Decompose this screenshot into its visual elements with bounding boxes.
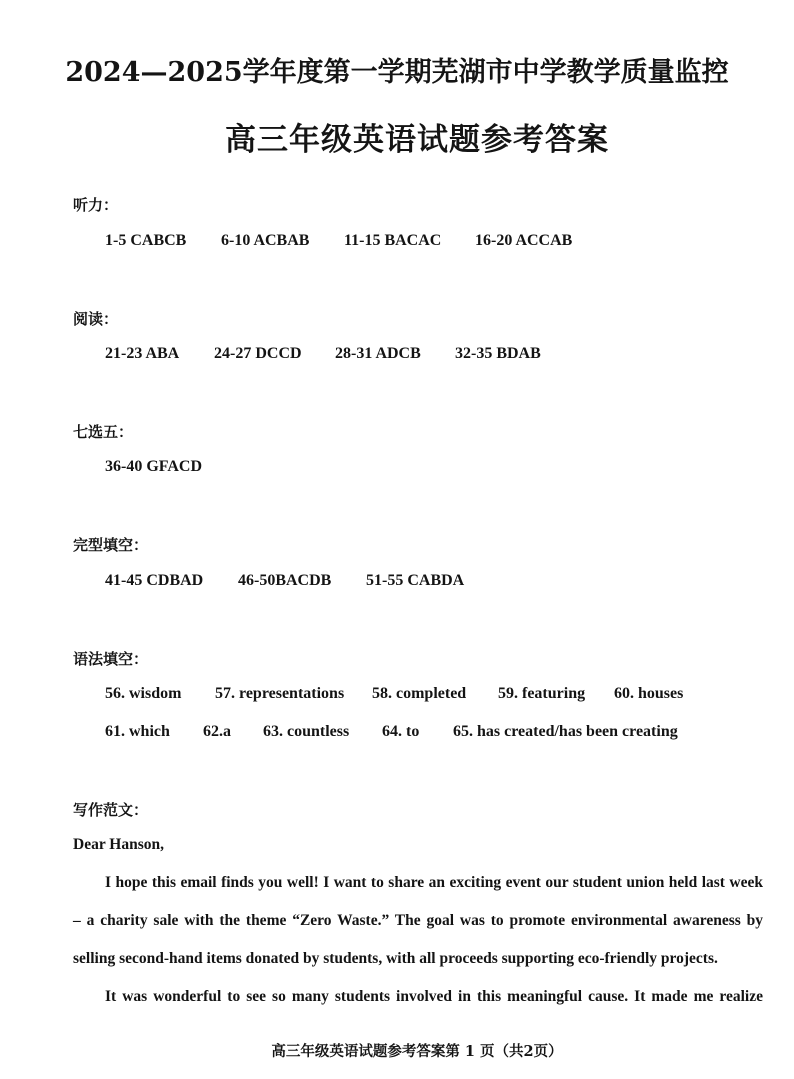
seven-choose-five-label: 七选五： (73, 423, 134, 441)
page-title: 高三年级英语试题参考答案 (225, 122, 609, 158)
answer-group: 46-50BACDB (238, 572, 332, 589)
answer-group: 24-27 DCCD (214, 345, 302, 362)
answer-item: 57. representations (215, 685, 345, 702)
page-footer: 高三年级英语试题参考答案第 1 页（共2页） (271, 1043, 563, 1060)
letter-paragraph-line: – a charity sale with the theme “Zero Waste.” The goal was to promote environmental awareness by (73, 912, 763, 929)
answer-item: 63. countless (263, 723, 350, 740)
answer-group: 16-20 ACCAB (475, 232, 573, 249)
letter-salutation: Dear Hanson, (73, 836, 165, 853)
writing-label: 写作范文： (73, 801, 149, 819)
exam-title: 2024—2025学年度第一学期芜湖市中学教学质量监控 (65, 57, 729, 88)
answer-group: 21-23 ABA (105, 345, 180, 362)
cloze-label: 完型填空： (73, 536, 149, 554)
answer-item: 64. to (382, 723, 420, 740)
letter-paragraph-line: selling second-hand items donated by students, with all proceeds supporting eco-friendly projects. (73, 950, 718, 967)
sample-letter (73, 826, 763, 1016)
answer-group: 11-15 BACAC (344, 232, 442, 249)
answer-item: 59. featuring (498, 685, 586, 702)
answer-group: 41-45 CDBAD (105, 572, 204, 589)
letter-paragraph-line: I hope this email finds you well! I want to share an exciting event our student union held last week (105, 874, 763, 891)
answer-item: 60. houses (614, 685, 684, 702)
answer-group: 28-31 ADCB (335, 345, 421, 362)
answer-group: 1-5 CABCB (105, 232, 187, 249)
answer-group: 36-40 GFACD (105, 458, 203, 475)
answer-item: 61. which (105, 723, 170, 740)
reading-label: 阅读： (73, 310, 119, 328)
answer-item: 62.a (203, 723, 231, 740)
answer-item: 56. wisdom (105, 685, 182, 702)
answer-item: 58. completed (372, 685, 467, 702)
answer-group: 51-55 CABDA (366, 572, 465, 589)
listening-label: 听力： (73, 196, 119, 214)
answer-group: 6-10 ACBAB (221, 232, 310, 249)
grammar-label: 语法填空： (73, 650, 149, 668)
answer-item: 65. has created/has been creating (453, 723, 678, 740)
answer-group: 32-35 BDAB (455, 345, 541, 362)
letter-paragraph-line: It was wonderful to see so many students involved in this meaningful cause. It made me realize (105, 988, 763, 1005)
